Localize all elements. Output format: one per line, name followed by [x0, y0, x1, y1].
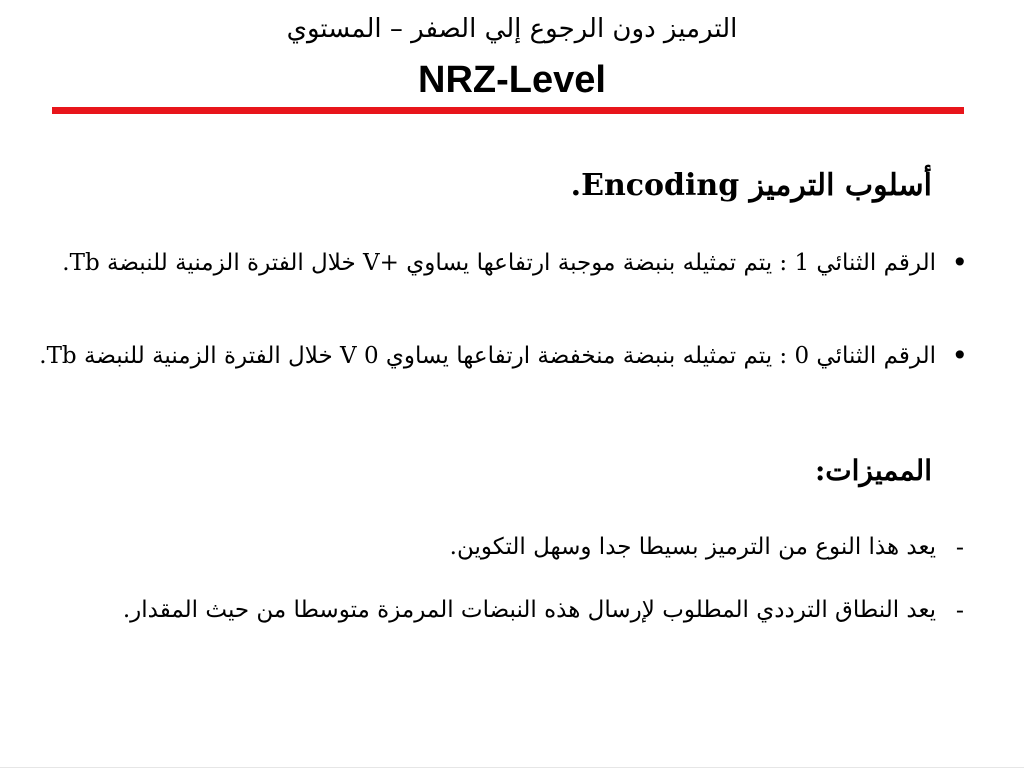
- bullet-item-binary-zero: [39, 339, 968, 373]
- bullet-dot-icon: •: [951, 246, 968, 279]
- encoding-heading: أسلوب الترميز Encoding.: [570, 168, 932, 203]
- dash-marker-icon: -: [955, 533, 964, 561]
- features-heading: المميزات:: [814, 454, 932, 487]
- feature-text: يعد النطاق الترددي المطلوب لإرسال هذه النبضات المرمزة متوسطا من حيث المقدار.: [122, 597, 936, 623]
- bullet-item-binary-one: [52, 246, 968, 280]
- bullet-dot-icon: •: [951, 339, 968, 372]
- bullet-text: الرقم الثنائي 1 : يتم تمثيله بنبضة موجبة ارتفاعها يساوي +V خلال الفترة الزمنية للنبضة Tb.: [62, 250, 936, 276]
- slide-title-english: NRZ-Level: [418, 59, 606, 101]
- bullet-text: الرقم الثنائي 0 : يتم تمثيله بنبضة منخفضة ارتفاعها يساوي 0 V خلال الفترة الزمنية للنبضة Tb.: [39, 343, 936, 369]
- slide-title-arabic: الترميز دون الرجوع إلي الصفر – المستوي: [286, 14, 738, 44]
- title-divider: [52, 107, 964, 114]
- feature-item-bandwidth: [52, 593, 964, 627]
- feature-text: يعد هذا النوع من الترميز بسيطا جدا وسهل التكوين.: [449, 534, 936, 560]
- feature-item-simple: [52, 530, 964, 564]
- dash-marker-icon: -: [955, 596, 964, 624]
